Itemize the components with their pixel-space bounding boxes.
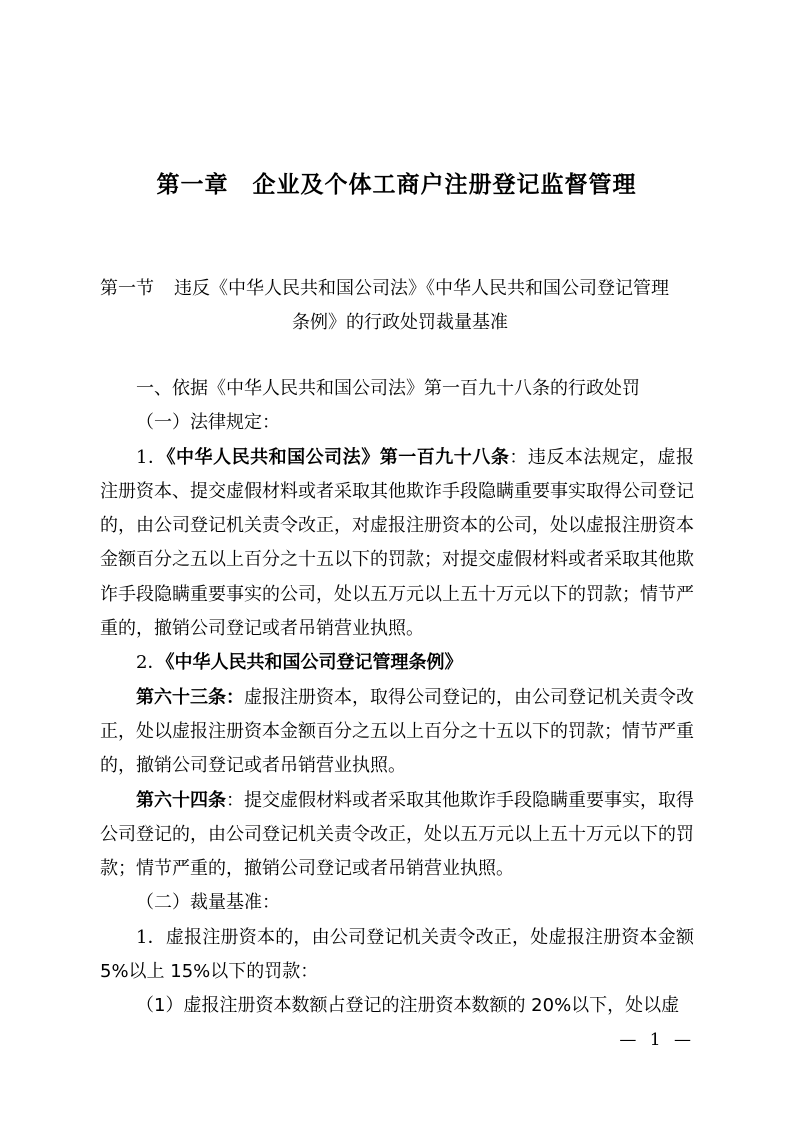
page-number: — 1 — — [619, 1030, 695, 1050]
article-63-label: 第六十三条： — [136, 686, 244, 708]
item-1-text: ：违反本法规定，虚报注册资本、提交虚假材料或者采取其他欺诈手段隐瞒重要事实取得公司登记的，由公司登记机关责令改正，对虚报注册资本的公司，处以虚报注册资本金额百分之五以上百分之十五以下的罚款；对提交虚假材料或者采取其他欺诈手段隐瞒重要事实的公司，处以五万元以上五十万元以下的罚款；情节严重的，撤销公司登记或者吊销营业执照。 — [100, 446, 695, 640]
section-title-line1 — [100, 272, 700, 306]
paragraph-item-1 — [100, 441, 694, 647]
subheading-discretion-standard: （二）裁量基准： — [136, 892, 280, 914]
standard-1-text: 虚报注册资本的，由公司登记机关责令改正，处虚报注册资本金额 5%以上 15%以下的罚款： — [100, 926, 694, 983]
article-64-text: ：提交虚假材料或者采取其他欺诈手段隐瞒重要事实，取得公司登记的，由公司登记机关责令改正，处以五万元以上五十万元以下的罚款；情节严重的，撤销公司登记或者吊销营业执照。 — [100, 789, 694, 880]
article-64-label: 第六十四条 — [136, 789, 226, 811]
item-2-law-title: 《中华人民共和国公司登记管理条例》 — [165, 652, 463, 674]
chapter-title-text: 企业及个体工商户注册登记监督管理 — [252, 172, 637, 198]
paragraph-standard-1 — [100, 921, 694, 990]
item-1-law-title: 《中华人民共和国公司法》第一百九十八条 — [166, 446, 510, 468]
paragraph-item-2 — [100, 646, 694, 680]
chapter-title — [0, 168, 793, 202]
section-label: 第一节 — [100, 278, 154, 299]
section-title-text-1: 违反《中华人民共和国公司法》《中华人民共和国公司登记管理 — [174, 278, 669, 299]
item-2-number: 2． — [136, 652, 166, 674]
section-title-line2: 条例》的行政处罚裁量基准 — [292, 312, 508, 333]
chapter-label: 第一章 — [156, 172, 229, 198]
subheading-legal-provisions: （一）法律规定： — [136, 412, 280, 434]
article-63-text: 虚报注册资本，取得公司登记的，由公司登记机关责令改正，处以虚报注册资本金额百分之五以上百分之十五以下的罚款；情节严重的，撤销公司登记或者吊销营业执照。 — [100, 686, 694, 777]
section-title — [100, 272, 700, 340]
heading-1: 一、依据《中华人民共和国公司法》第一百九十八条的行政处罚 — [136, 378, 640, 399]
item-1-number: 1． — [136, 446, 167, 468]
paragraph-article-64 — [100, 784, 694, 887]
paragraph-standard-1-a: （1）虚报注册资本数额占登记的注册资本数额的 20%以下，处以虚 — [136, 995, 680, 1017]
standard-1-number: 1． — [136, 926, 166, 948]
body-text — [100, 372, 694, 1024]
paragraph-article-63 — [100, 681, 694, 784]
